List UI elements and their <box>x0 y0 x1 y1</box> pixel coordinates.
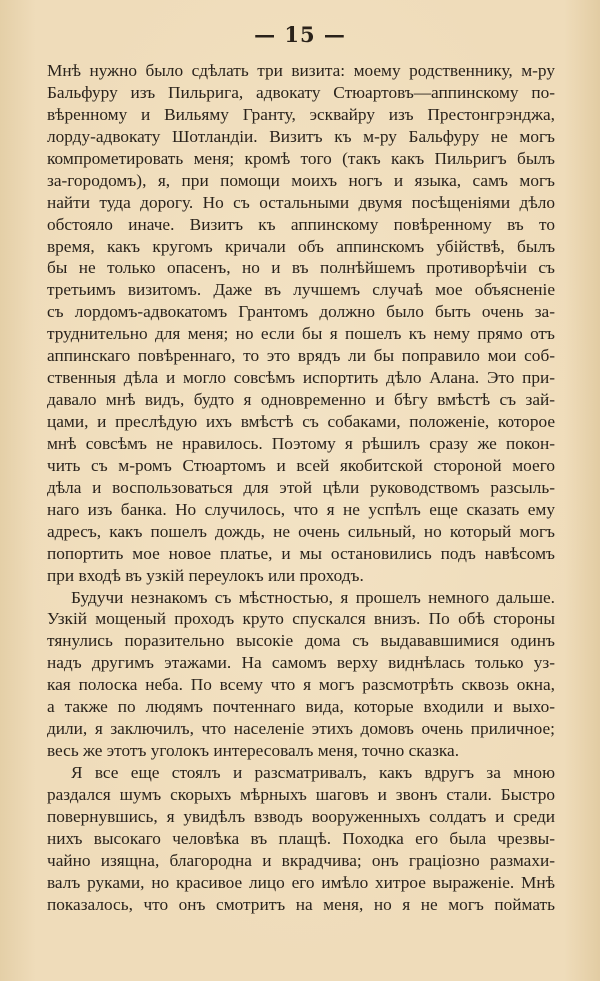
text-line: раздался шумъ скорыхъ мѣрныхъ шаговъ и звонъ стали. Быстро <box>47 784 555 804</box>
text-line: кая полоска неба. По всему что я могъ разсмотрѣть сквозь окна, <box>47 675 555 695</box>
text-line: цами, и преслѣдую ихъ вмѣстѣ съ собаками, положеніе, которое <box>47 412 555 431</box>
text-line: давало мнѣ видъ, будто я одновременно и бѣгу вмѣстѣ съ зай- <box>47 390 555 410</box>
text-line: тянулись поразительно высокіе дома съ выдававшимися одинъ <box>47 631 555 651</box>
text-line: компрометировать меня; кромѣ того (такъ какъ Пильригъ былъ <box>47 148 555 168</box>
text-line: бы не только опасенъ, но и въ полнѣйшемъ противорѣчіи съ <box>47 258 555 278</box>
text-line: дѣла и воспользоваться для этой цѣли руководствомъ разсыль- <box>47 477 555 497</box>
text-line: аппинскаго повѣреннаго, то это врядъ ли бы поправило мои соб- <box>47 346 555 366</box>
text-line: за-городомъ), я, при помощи моихъ ногъ и языка, самъ могъ <box>47 170 555 190</box>
text-line: дили, я заключилъ, что населеніе этихъ домовъ очень приличное; <box>47 719 555 739</box>
text-line: показалось, что онъ смотритъ на меня, но я не могъ поймать <box>47 894 555 914</box>
text-line: обстояло иначе. Визитъ къ аппинскому повѣренному въ то <box>47 214 555 234</box>
text-line: время, какъ кругомъ кричали объ аппинскомъ убійствѣ, былъ <box>47 236 555 256</box>
text-line: труднительно для меня; но если бы я пошелъ къ нему прямо отъ <box>47 324 555 344</box>
text-line: вѣренному и Вильяму Гранту, эсквайру изъ Престонгрэнджа, <box>47 104 555 124</box>
text-line: валъ руками, но красивое лицо его имѣло хитрое выраженіе. Мнѣ <box>47 872 555 892</box>
text-line: адресъ, какъ пошелъ дождь, не очень сильный, но который могъ <box>47 521 555 541</box>
text-line: Будучи незнакомъ съ мѣстностью, я прошелъ немного дальше. <box>71 587 555 607</box>
text-line: весь же этотъ уголокъ интересовалъ меня, точно сказка. <box>47 741 460 761</box>
text-line: третьимъ визитомъ. Даже въ лучшемъ случаѣ мое объясненіе <box>47 280 555 300</box>
text-line: нихъ высокаго человѣка въ плащѣ. Походка его была чрезвы- <box>47 828 555 848</box>
text-line: чайно изящна, благородна и вкрадчива; онъ граціозно размахи- <box>47 850 555 870</box>
page-number: — 15 — <box>254 22 346 47</box>
text-line: лорду-адвокату Шотландіи. Визитъ къ м-ру Бальфуру не могъ <box>47 126 555 146</box>
text-line: найти туда дорогу. Но съ остальными двумя посѣщеніями дѣло <box>47 192 555 212</box>
text-line: а также по людямъ почтеннаго вида, которые входили и выхо- <box>47 697 555 717</box>
text-line: наго изъ банка. Но случилось, что я не успѣлъ еще сказать ему <box>47 499 555 519</box>
text-line: чить съ м-ромъ Стюартомъ и всей якобитской стороной моего <box>47 455 555 475</box>
text-line: Узкій мощеный проходъ круто спускался внизъ. По обѣ стороны <box>47 609 555 629</box>
text-line: Мнѣ нужно было сдѣлать три визита: моему родственнику, м-ру <box>47 61 555 80</box>
text-line: попортить мое новое платье, и мы остановились подъ навѣсомъ <box>47 543 555 563</box>
text-line: мнѣ совсѣмъ не нравилось. Поэтому я рѣшилъ сразу же покон- <box>47 433 555 453</box>
text-line: повернувшись, я увидѣлъ взводъ вооруженныхъ солдатъ и среди <box>47 806 555 826</box>
text-line: надъ другимъ этажами. На самомъ верху виднѣлась только уз- <box>47 653 555 673</box>
text-line: Я все еще стоялъ и разсматривалъ, какъ вдругъ за мною <box>71 763 555 782</box>
text-line: при входѣ въ узкій переулокъ или проходъ. <box>47 565 364 585</box>
text-line: Бальфуру изъ Пильрига, адвокату Стюартовъ—аппинскому по- <box>47 82 555 102</box>
text-line: съ лордомъ-адвокатомъ Грантомъ должно было быть очень за- <box>47 302 555 322</box>
body-text <box>47 60 555 916</box>
text-line: ственныя дѣла и могло совсѣмъ испортить дѣло Алана. Это при- <box>47 368 555 388</box>
